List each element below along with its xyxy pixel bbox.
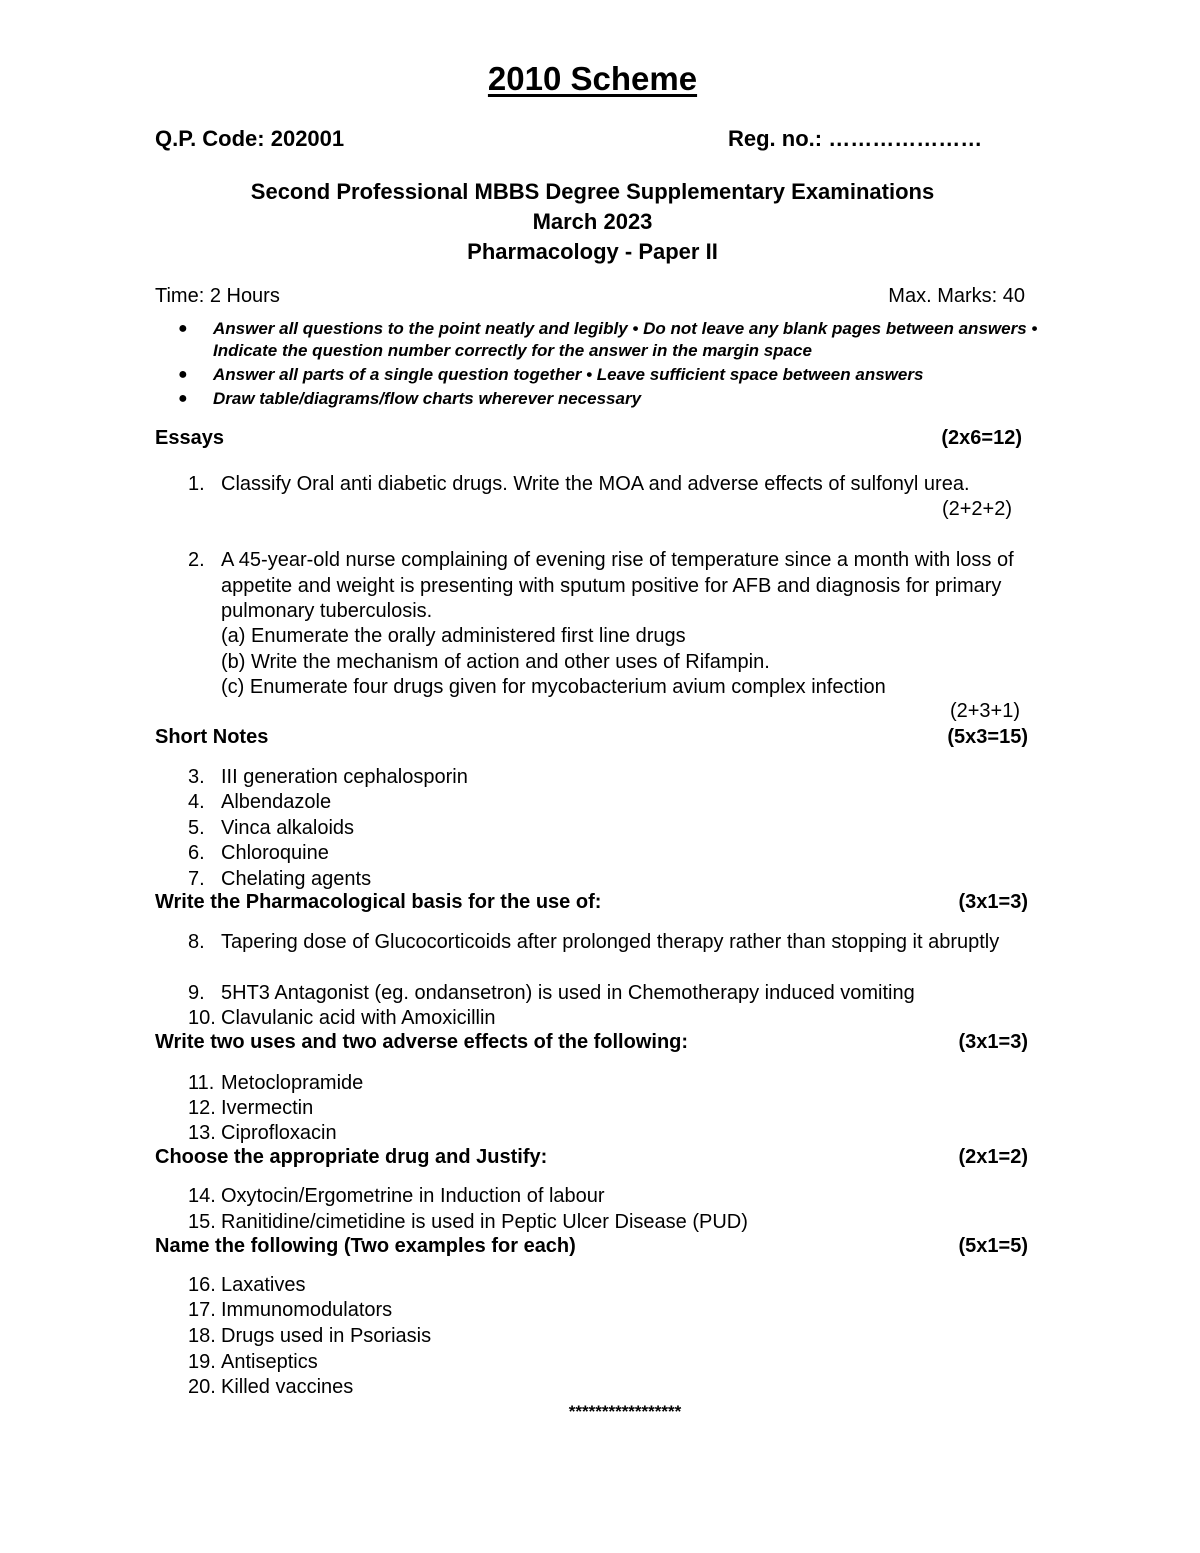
question-text: III generation cephalosporin — [221, 766, 468, 788]
question-text: Metoclopramide — [221, 1072, 364, 1094]
list-item — [188, 1375, 353, 1401]
question-number: 14. — [188, 1185, 216, 1207]
question-text: A 45-year-old nurse complaining of evening rise of temperature since a month with loss of appetite and weight is presenting with sputum positive for AFB and diagnosis for primary pulmonary tuberculosis. — [221, 549, 1014, 622]
question-text: Albendazole — [221, 791, 332, 813]
question-number: 20. — [188, 1376, 216, 1398]
basis-heading: Write the Pharmacological basis for the use of: — [155, 891, 602, 913]
question-number: 19. — [188, 1351, 216, 1373]
question-text: Oxytocin/Ergometrine in Induction of labour — [221, 1185, 605, 1207]
bullet-icon: ● — [178, 390, 188, 407]
question-text: Chloroquine — [221, 842, 329, 864]
subject-title: Pharmacology - Paper II — [467, 239, 718, 264]
list-item — [188, 867, 371, 893]
question-number: 15. — [188, 1211, 216, 1233]
question-text: Antiseptics — [221, 1351, 318, 1373]
question-part: (c) Enumerate four drugs given for mycobacterium avium complex infection — [221, 676, 886, 698]
list-item — [188, 1121, 337, 1147]
question-text: Clavulanic acid with Amoxicillin — [221, 1007, 496, 1029]
question-text: Drugs used in Psoriasis — [221, 1325, 432, 1347]
short-notes-heading: Short Notes — [155, 726, 269, 748]
instruction-item: Answer all questions to the point neatly and legibly • Do not leave any blank pages between answers • Indicate the question number correctly for the answer in the margin space — [213, 319, 1038, 360]
list-item — [188, 1210, 748, 1236]
list-item — [188, 1298, 392, 1324]
qp-code: Q.P. Code: 202001 — [155, 126, 345, 151]
question-marks: (2+3+1) — [949, 700, 1020, 722]
exam-name: Second Professional MBBS Degree Supplementary Examinations — [250, 179, 935, 204]
bullet-icon: ● — [178, 366, 188, 383]
question-number: 3. — [188, 766, 205, 788]
list-item — [188, 790, 331, 816]
choose-heading: Choose the appropriate drug and Justify: — [155, 1146, 548, 1168]
time-allowed: Time: 2 Hours — [155, 285, 280, 307]
question-text: Classify Oral anti diabetic drugs. Write the MOA and adverse effects of sulfonyl urea. — [221, 473, 970, 495]
essays-marks: (2x6=12) — [941, 427, 1022, 449]
list-item — [188, 1184, 605, 1210]
list-item — [188, 1096, 313, 1122]
list-item — [188, 1273, 306, 1299]
question-number: 2. — [188, 549, 205, 571]
scheme-title: 2010 Scheme — [487, 60, 698, 97]
instruction-item: Draw table/diagrams/flow charts wherever necessary — [213, 389, 642, 408]
question-text: Ranitidine/cimetidine is used in Peptic Ulcer Disease (PUD) — [221, 1211, 748, 1233]
essay-question — [188, 548, 1048, 625]
question-part: (b) Write the mechanism of action and other uses of Rifampin. — [221, 651, 770, 673]
question-text: Killed vaccines — [221, 1376, 354, 1398]
question-number: 1. — [188, 473, 205, 495]
question-text: Immunomodulators — [221, 1299, 393, 1321]
list-item — [188, 1324, 431, 1350]
max-marks: Max. Marks: 40 — [888, 285, 1025, 307]
question-number: 4. — [188, 791, 205, 813]
bullet-icon: ● — [178, 320, 188, 337]
question-number: 10. — [188, 1007, 216, 1029]
question-number: 17. — [188, 1299, 216, 1321]
list-item — [188, 1071, 363, 1097]
exam-date: March 2023 — [532, 209, 653, 234]
question-text: Tapering dose of Glucocorticoids after prolonged therapy rather than stopping it abruptly — [221, 931, 1000, 953]
reg-no: Reg. no.: ………………… — [728, 126, 983, 151]
list-item — [188, 765, 468, 791]
question-text: Laxatives — [221, 1274, 306, 1296]
question-number: 16. — [188, 1274, 216, 1296]
instruction-item: Answer all parts of a single question together • Leave sufficient space between answers — [213, 365, 924, 384]
list-item — [188, 816, 354, 842]
basis-marks: (3x1=3) — [958, 891, 1028, 913]
list-item — [188, 1006, 496, 1032]
name-marks: (5x1=5) — [958, 1235, 1028, 1257]
question-number: 13. — [188, 1122, 216, 1144]
essays-heading: Essays — [155, 427, 224, 449]
short-notes-marks: (5x3=15) — [947, 726, 1028, 748]
question-number: 5. — [188, 817, 205, 839]
question-number: 9. — [188, 982, 205, 1004]
question-text: Vinca alkaloids — [221, 817, 355, 839]
question-text: Chelating agents — [221, 868, 372, 890]
choose-marks: (2x1=2) — [958, 1146, 1028, 1168]
question-number: 8. — [188, 931, 205, 953]
question-number: 11. — [188, 1072, 215, 1094]
uses-marks: (3x1=3) — [958, 1031, 1028, 1053]
essay-question — [188, 472, 1048, 498]
question-number: 6. — [188, 842, 205, 864]
question-text: 5HT3 Antagonist (eg. ondansetron) is used in Chemotherapy induced vomiting — [221, 982, 915, 1004]
list-item — [188, 981, 915, 1007]
question-text: Ivermectin — [221, 1097, 314, 1119]
list-item — [188, 1350, 318, 1376]
question-number: 18. — [188, 1325, 216, 1347]
question-number: 7. — [188, 868, 205, 890]
question-marks: (2+2+2) — [941, 498, 1012, 520]
end-stars: ***************** — [568, 1402, 682, 1421]
question-part: (a) Enumerate the orally administered first line drugs — [221, 625, 686, 647]
question-text: Ciprofloxacin — [221, 1122, 337, 1144]
list-item — [188, 930, 1048, 956]
list-item — [188, 841, 329, 867]
question-number: 12. — [188, 1097, 216, 1119]
uses-heading: Write two uses and two adverse effects of the following: — [155, 1031, 689, 1053]
name-heading: Name the following (Two examples for each) — [155, 1235, 576, 1257]
